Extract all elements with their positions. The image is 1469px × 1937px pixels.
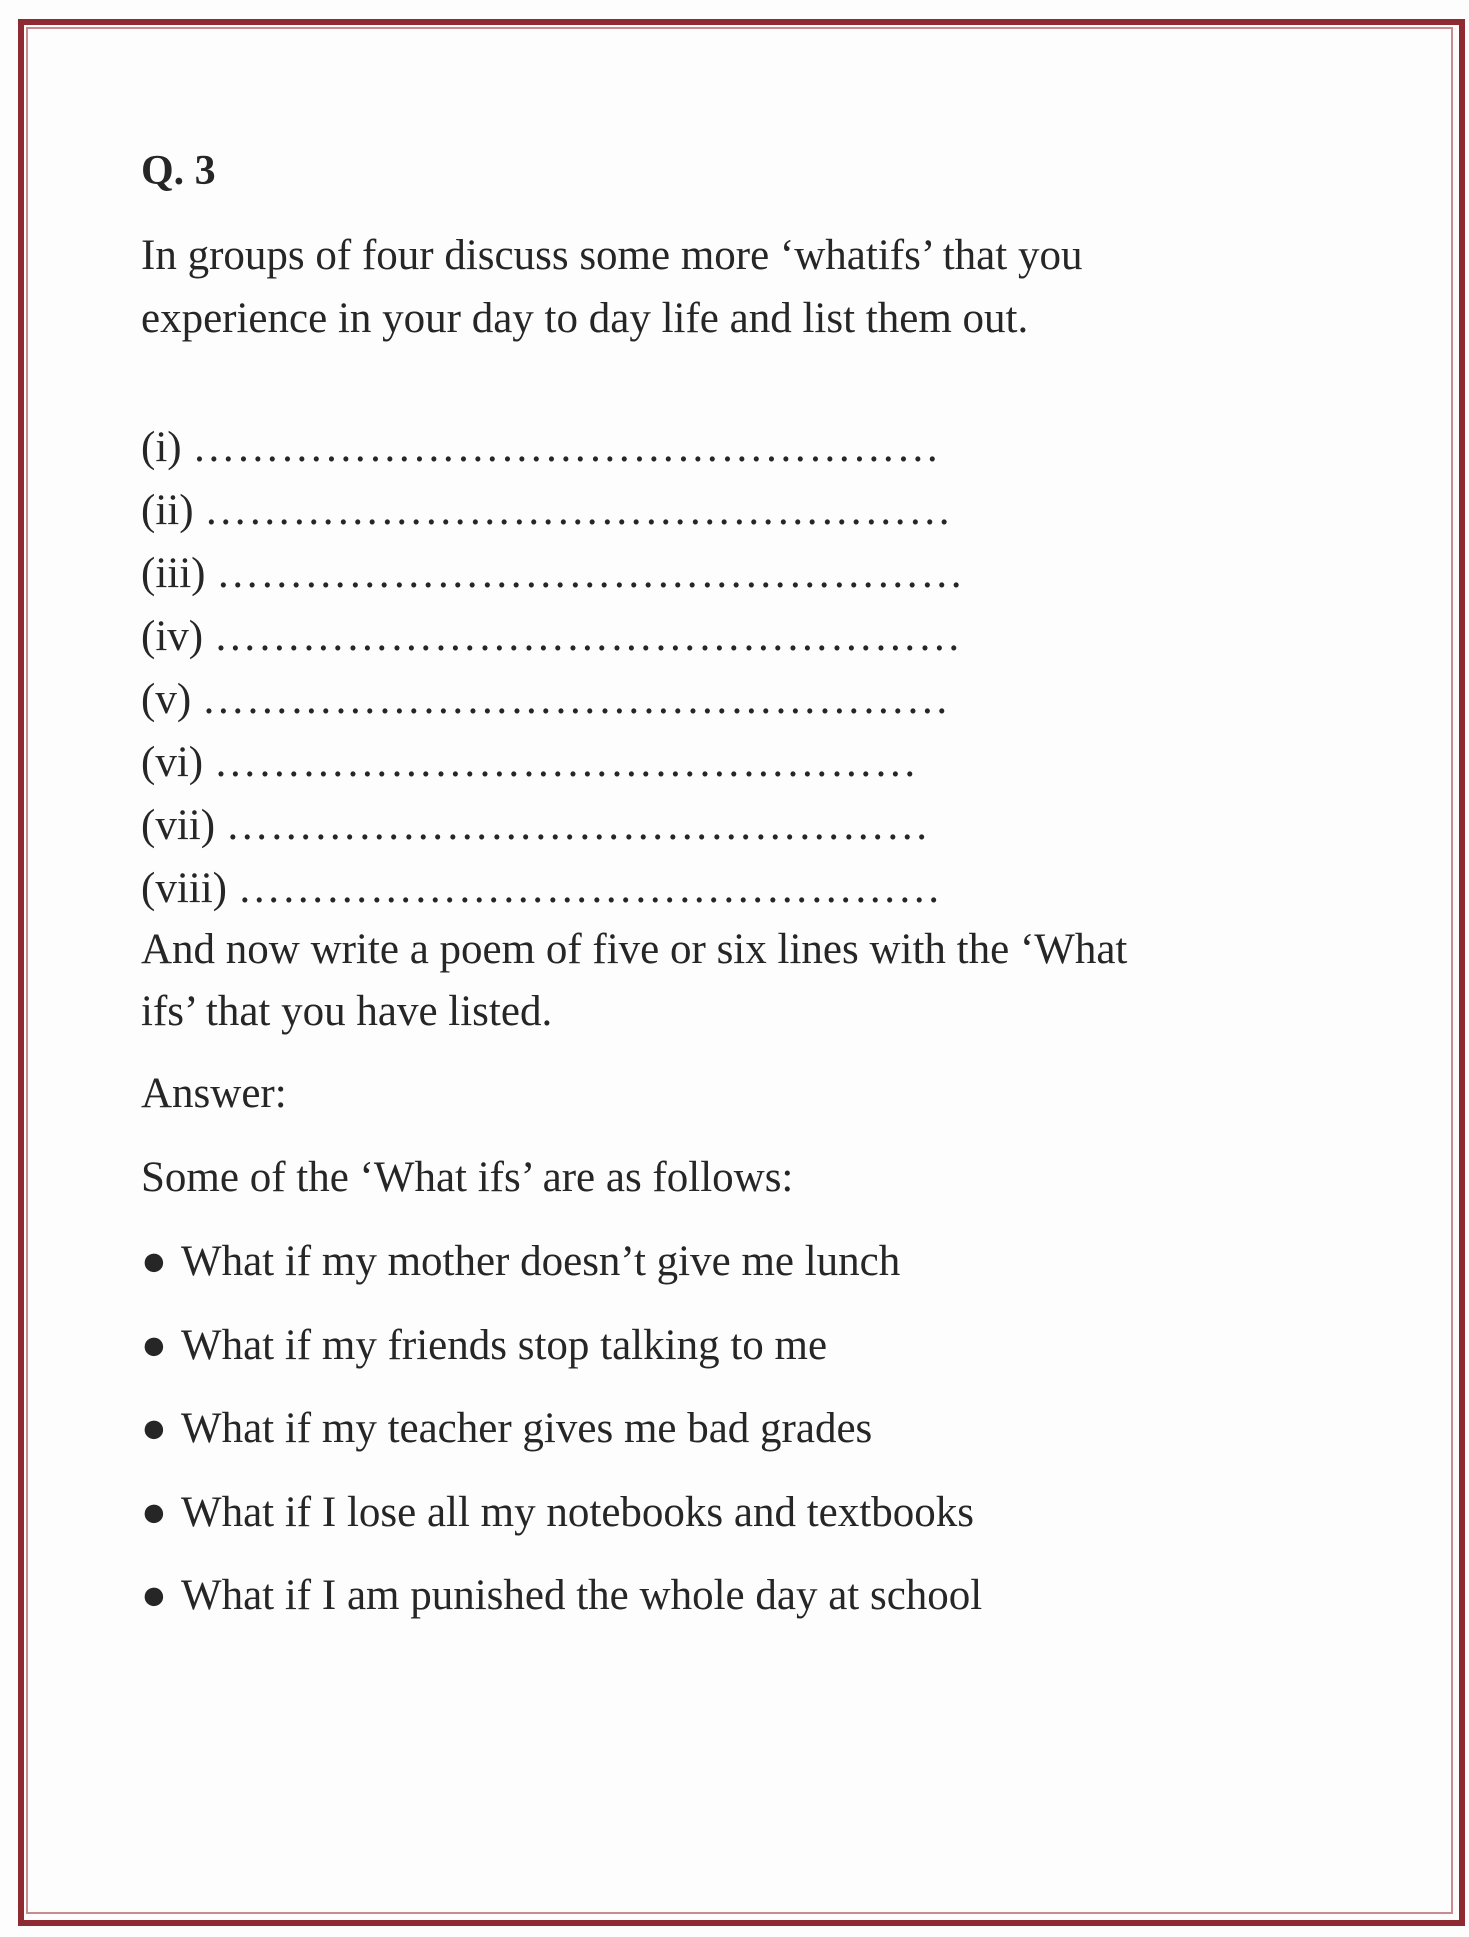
blank-label: (vi) [141, 739, 204, 786]
bullet-icon: ● [141, 1238, 167, 1285]
blank-line [141, 741, 918, 784]
bullet-icon: ● [141, 1405, 167, 1452]
dotted-leader: …………………………………………… [213, 613, 962, 660]
dotted-leader: …………………………………………… [201, 676, 950, 723]
blank-label: (ii) [141, 487, 194, 534]
answer-item-text: What if I lose all my notebooks and textbooks [180, 1488, 974, 1536]
dotted-leader: …………………………………………… [192, 424, 941, 471]
answer-list-item [141, 1240, 900, 1283]
followup-line: And now write a poem of five or six lines with the ‘What [141, 926, 1128, 973]
answer-list-item [141, 1407, 872, 1450]
answer-item-text: What if I am punished the whole day at school [180, 1572, 983, 1619]
bullet-icon: ● [141, 1321, 167, 1369]
dotted-leader: ………………………………………… [213, 739, 918, 786]
question-prompt-line: In groups of four discuss some more ‘whatifs’ that you [141, 232, 1083, 279]
blank-line [141, 804, 930, 847]
answer-list-item [141, 1488, 974, 1536]
dotted-leader: …………………………………………… [216, 550, 965, 597]
answer-list-item [141, 1574, 982, 1617]
blank-line [141, 489, 952, 532]
answer-label: Answer: [141, 1070, 287, 1117]
answer-item-text: What if my mother doesn’t give me lunch [180, 1238, 901, 1285]
dotted-leader: ………………………………………… [237, 865, 942, 912]
blank-label: (vii) [141, 802, 216, 849]
blank-line [141, 615, 962, 658]
question-number: Q. 3 [141, 148, 216, 194]
answer-intro: Some of the ‘What ifs’ are as follows: [141, 1154, 794, 1201]
answer-item-text: What if my friends stop talking to me [180, 1321, 828, 1369]
bullet-icon: ● [141, 1488, 167, 1536]
blank-label: (v) [141, 676, 192, 723]
blank-label: (iii) [141, 550, 206, 597]
blank-label: (viii) [141, 865, 227, 912]
blank-label: (iv) [141, 613, 204, 660]
dotted-leader: ………………………………………… [225, 802, 930, 849]
answer-item-text: What if my teacher gives me bad grades [180, 1405, 873, 1452]
blank-line [141, 426, 940, 469]
answer-list-item [141, 1321, 828, 1369]
followup-line: ifs’ that you have listed. [141, 988, 553, 1035]
bullet-icon: ● [141, 1572, 167, 1619]
blank-line [141, 867, 942, 910]
blank-line [141, 552, 964, 595]
dotted-leader: …………………………………………… [204, 487, 953, 534]
blank-line [141, 678, 950, 721]
question-prompt-line: experience in your day to day life and list them out. [141, 295, 1029, 342]
blank-label: (i) [141, 424, 182, 471]
